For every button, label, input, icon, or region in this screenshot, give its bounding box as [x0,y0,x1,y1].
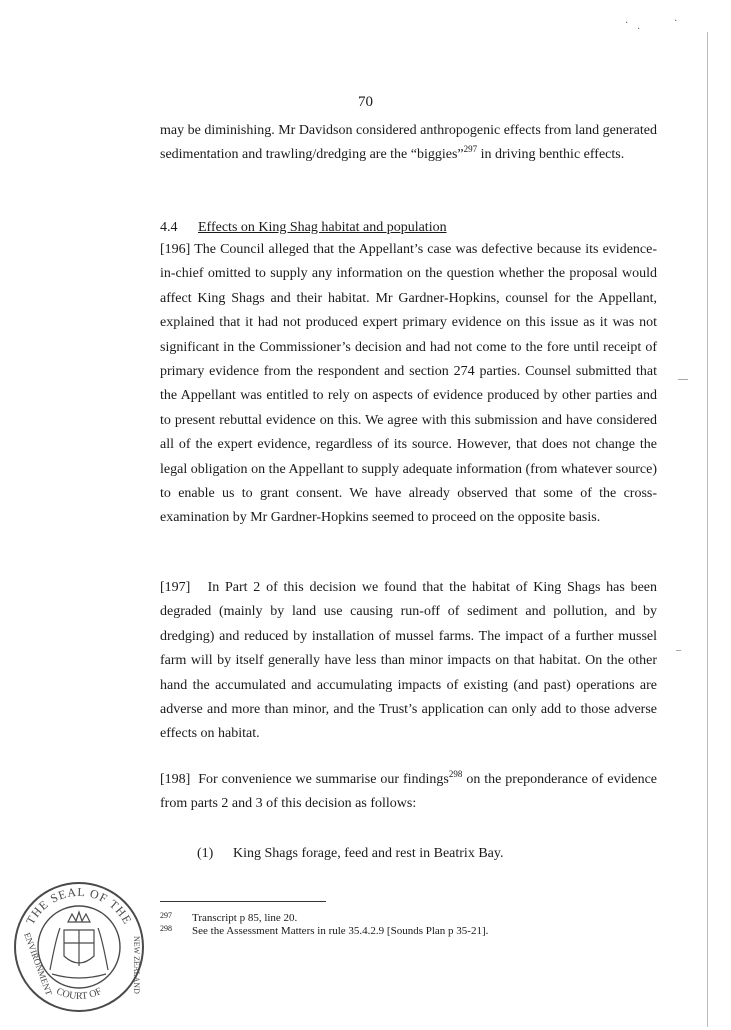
seal-top-text: THE SEAL OF THE [23,884,135,927]
paragraph-196 [160,238,657,531]
footnote-ref-297: 297 [463,144,478,155]
court-seal-icon [10,878,148,1016]
paragraph-198-text: For convenience we summarise our findings [198,772,449,787]
footnote-298-number: 298 [160,924,172,933]
footnote-297-number: 297 [160,911,172,920]
section-title: Effects on King Shag habitat and population [198,220,447,235]
page-number: 70 [358,94,373,110]
opening-paragraph-text: may be diminishing. Mr Davidson considered anthropogenic effects from land generated sedimentation and trawling/dredging are the “biggies” [160,123,657,163]
section-number: 4.4 [160,220,178,235]
seal-bottom-text: COURT OF [54,985,104,1003]
paragraph-196-id: [196] [160,242,191,257]
scan-speck: — [678,374,688,385]
list-item-number: (1) [197,846,214,861]
footnote-298 [160,922,488,938]
paragraph-198-text-after: on the preponderance of evidence from parts 2 and 3 of this decision as follows: [160,772,657,812]
paragraph-196-text: The Council alleged that the Appellant’s case was defective because its evidence-in-chief omitted to supply any information on the question whether the proposal would affect King Shags and their habitat. Mr Gardner-Hopkins, counsel for the Appellant, explained that it had not produced expert primary evidence on this issue as it was not significant in the Commissioner’s decision and had not come to the fore until receipt of primary evidence from the respondent and section 274 parties. Counsel submitted that the Appellant was entitled to rely on aspects of evidence produced by other parties and to present rebuttal evidence on this. We agree with this submission and have considered all of the expert evidence, regardless of its source. However, that does not change the legal obligation on the Appellant to supply adequate information (from whatever source) to enable us to grant consent. We have already observed that some of the cross-examination by Mr Gardner-Hopkins seemed to proceed on the opposite basis. [160,242,658,526]
paragraph-197 [160,576,657,747]
footnote-divider [160,901,326,902]
paragraph-198-id: [198] [160,772,191,787]
scan-speck: – [676,645,681,656]
footnote-ref-298: 298 [448,769,463,779]
scan-speck: · [625,18,629,29]
footnote-297-text: Transcript p 85, line 20. [192,912,298,924]
footnote-298-text: See the Assessment Matters in rule 35.4.2.9 [Sounds Plan p 35-21]. [192,925,489,937]
seal-crest [50,912,108,978]
list-item [197,842,503,866]
scan-speck: · [674,16,678,27]
paragraph-197-id: [197] [160,580,191,595]
opening-paragraph-text-after: in driving benthic effects. [477,147,625,163]
scan-edge-line [707,32,708,1027]
list-item-text: King Shags forage, feed and rest in Beatrix Bay. [233,846,504,861]
section-heading [160,216,447,240]
seal-left-text: ENVIRONMENT [22,931,55,997]
paragraph-198 [160,768,657,817]
scan-speck: · [637,24,641,35]
opening-paragraph [160,119,657,168]
paragraph-197-text: In Part 2 of this decision we found that the habitat of King Shags has been degraded (mainly by land use causing run-off of sediment and pollution, and by dredging) and reduced by installation of mussel farms. The impact of a further mussel farm will by itself generally have less than minor impacts on that habitat. On the other hand the accumulated and accumulating impacts of existing (and past) operations are adverse and more than minor, and the Trust’s application can only add to those adverse effects on habitat. [160,580,658,742]
seal-right-text: NEW ZEALAND [132,936,141,994]
